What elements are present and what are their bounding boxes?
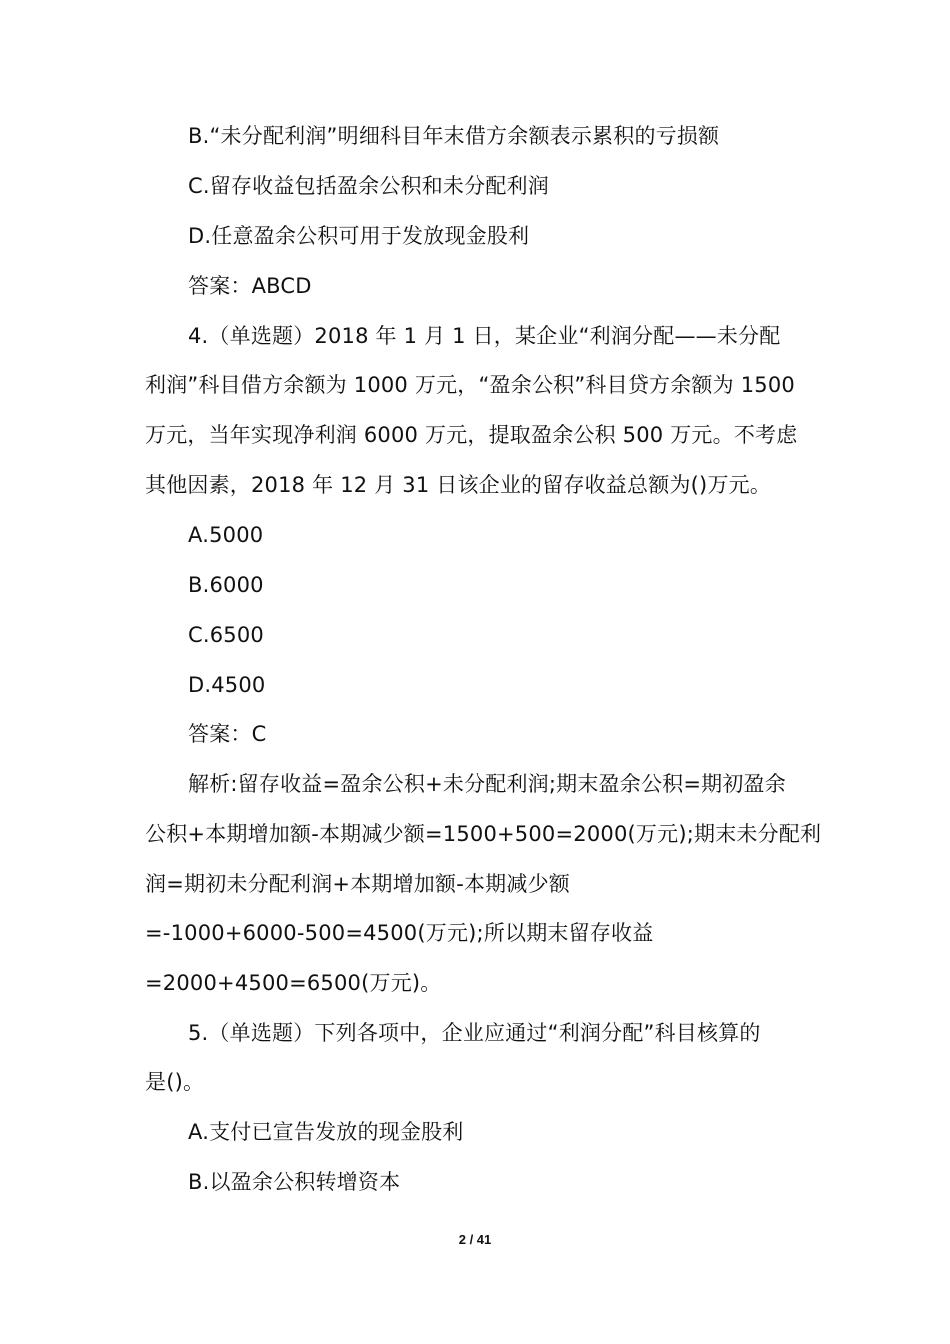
option-b-q3: B.“未分配利润”明细科目年末借方余额表示累积的亏损额 (188, 124, 720, 148)
option-b-q4: B.6000 (188, 573, 264, 597)
option-c-q3: C.留存收益包括盈余公积和未分配利润 (188, 174, 549, 198)
page-indicator: 2 / 41 (458, 1232, 492, 1247)
question-4-line-1: 4.（单选题）2018 年 1 月 1 日，某企业“利润分配——未分配 (188, 324, 781, 348)
analysis-q4-line-4: =-1000+6000-500=4500(万元);所以期末留存收益 (145, 921, 654, 945)
analysis-q4-line-2: 公积+本期增加额-本期减少额=1500+500=2000(万元);期末未分配利 (145, 822, 822, 846)
option-a-q4: A.5000 (188, 523, 264, 547)
option-a-q5: A.支付已宣告发放的现金股利 (188, 1120, 464, 1144)
question-5-line-2: 是()。 (145, 1070, 205, 1094)
option-d-q3: D.任意盈余公积可用于发放现金股利 (188, 224, 530, 248)
question-4-line-2: 利润”科目借方余额为 1000 万元，“盈余公积”科目贷方余额为 1500 (145, 373, 795, 397)
question-4-line-4: 其他因素，2018 年 12 月 31 日该企业的留存收益总额为()万元。 (145, 473, 772, 497)
option-c-q4: C.6500 (188, 623, 264, 647)
analysis-q4-line-5: =2000+4500=6500(万元)。 (145, 971, 442, 995)
answer-q3: 答案：ABCD (188, 274, 312, 298)
answer-q4: 答案：C (188, 722, 267, 746)
question-4-line-3: 万元，当年实现净利润 6000 万元，提取盈余公积 500 万元。不考虑 (145, 423, 798, 447)
option-b-q5: B.以盈余公积转增资本 (188, 1170, 401, 1194)
option-d-q4: D.4500 (188, 673, 266, 697)
analysis-q4-line-1: 解析:留存收益=盈余公积+未分配利润;期末盈余公积=期初盈余 (188, 772, 786, 796)
analysis-q4-line-3: 润=期初未分配利润+本期增加额-本期减少额 (145, 872, 570, 896)
question-5-line-1: 5.（单选题）下列各项中，企业应通过“利润分配”科目核算的 (188, 1021, 761, 1045)
